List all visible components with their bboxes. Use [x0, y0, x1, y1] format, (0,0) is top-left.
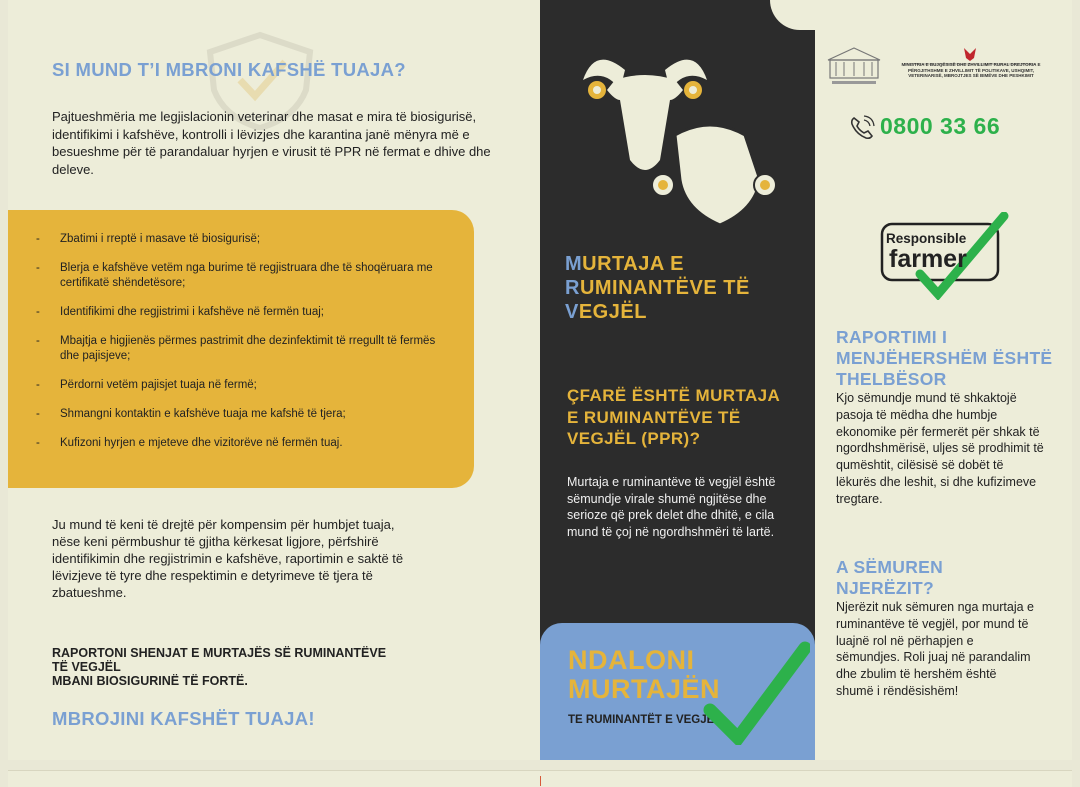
list-item: - Identifikimi dhe regjistrimi i kafshëve në fermën tuaj; — [36, 305, 456, 320]
list-item: - Mbajtja e higjienës përmes pastrimit dhe dezinfektimit të rregullt të fermës dhe pajisjeve; — [36, 334, 456, 364]
compensation-text: Ju mund të keni të drejtë për kompensim për humbjet tuaja, nëse keni përmbushur të gjitha kërkesat ligjore, përfshirë identifikimin dhe regjistrimin e kafshëve, raportimin e saktë të lëvizjeve të tyre dhe respektimin e detyrimeve të tjera të zbatueshme. — [52, 517, 404, 600]
phone-icon — [848, 114, 876, 142]
responsible-farmer-line-1: Responsible — [886, 231, 967, 246]
list-item: - Shmangni kontaktin e kafshëve tuaja me kafshë të tjera; — [36, 407, 456, 422]
fold-mark — [540, 776, 541, 786]
measures-list — [36, 232, 456, 465]
list-item: - Zbatimi i rreptë i masave të biosigurisë; — [36, 232, 456, 247]
goat-and-sheep-icon — [575, 40, 795, 240]
left-intro-text: Pajtueshmëria me legjislacionin veterinar dhe masat e mira të biosigurisë, identifikimi i kafshëve, kontrolli i lëvizjes dhe karantina janë mënyra më e besueshme për të parandaluar hyrjen e virusit të PPR në fermat e dhive dhe deleve. — [52, 109, 491, 177]
list-item: - Kufizoni hyrjen e mjeteve dhe vizitorëve në fermën tuaj. — [36, 436, 456, 451]
what-is-ppr-text: Murtaja e ruminantëve të vegjël është sëmundje virale shumë ngjitëse dhe serioze që prek delet dhe dhitë, e cila mund të çoj në ngordhshmëri të lartë. — [567, 475, 776, 539]
responsible-farmer-line-2: farmer — [889, 245, 967, 273]
report-callout — [52, 646, 392, 688]
disease-title: MURTAJA E RUMINANTËVE TË VEGJËL — [565, 253, 750, 323]
humans-heading: A SËMUREN NJERËZIT? — [836, 557, 944, 598]
list-item: - Përdorni vetëm pajisjet tuaja në fermë; — [36, 378, 456, 393]
report-line-1: RAPORTONI SHENJAT E MURTAJËS SË RUMINANTËVE TË VEGJËL — [52, 646, 387, 674]
ministry-name: MINISTRIA E BUJQËSISË DHE ZHVILLIMIT RURAL DREJTORIA E PËRGJITHSHME E ZHVILLIMIT TË POLITIKAVE, USHQIMIT, VETERINARISË, MBROJTJES SË BIMËVE DHE PESHKIMIT — [901, 62, 1041, 78]
left-title: SI MUND T’I MBRONI KAFSHË TUAJA? — [52, 59, 406, 80]
checkmark-icon — [700, 640, 810, 745]
reporting-heading: RAPORTIMI I MENJËHERSHËM ËSHTË THELBËSOR — [836, 327, 1053, 389]
humans-text: Njerëzit nuk sëmuren nga murtaja e ruminantëve të vegjël, por mund të luajnë rol në përhapjen e sëmundjes. Roli juaj në parandalim dhe zbulim të hershëm është shumë i rëndësishëm! — [836, 600, 1035, 698]
list-item: - Blerja e kafshëve vetëm nga burime të regjistruara dhe të shoqëruara me certifikatë shëndetësore; — [36, 261, 456, 291]
what-is-ppr-heading: ÇFARË ËSHTË MURTAJA E RUMINANTËVE TË VEGJËL (PPR)? — [567, 386, 780, 448]
stop-disease-subtitle: TE RUMINANTËT E VEGJËL — [568, 714, 722, 726]
protect-slogan: MBROJINI KAFSHËT TUAJA! — [52, 708, 315, 729]
reporting-text: Kjo sëmundje mund të shkaktojë pasoja të mëdha dhe humbje ekonomike për fermerët për shkak të ngordhshmërisë, uljes së prodhimit të qumështit, cilësisë së dobët të lëkurës dhe leshit, si dhe kufizimeve tregtare. — [836, 391, 1044, 506]
building-logo-icon — [826, 42, 882, 88]
report-line-2: MBANI BIOSIGURINË TË FORTË. — [52, 674, 248, 688]
stop-disease-heading: NDALONI MURTAJËN — [568, 645, 720, 704]
hotline-number[interactable]: 0800 33 66 — [880, 113, 1001, 139]
